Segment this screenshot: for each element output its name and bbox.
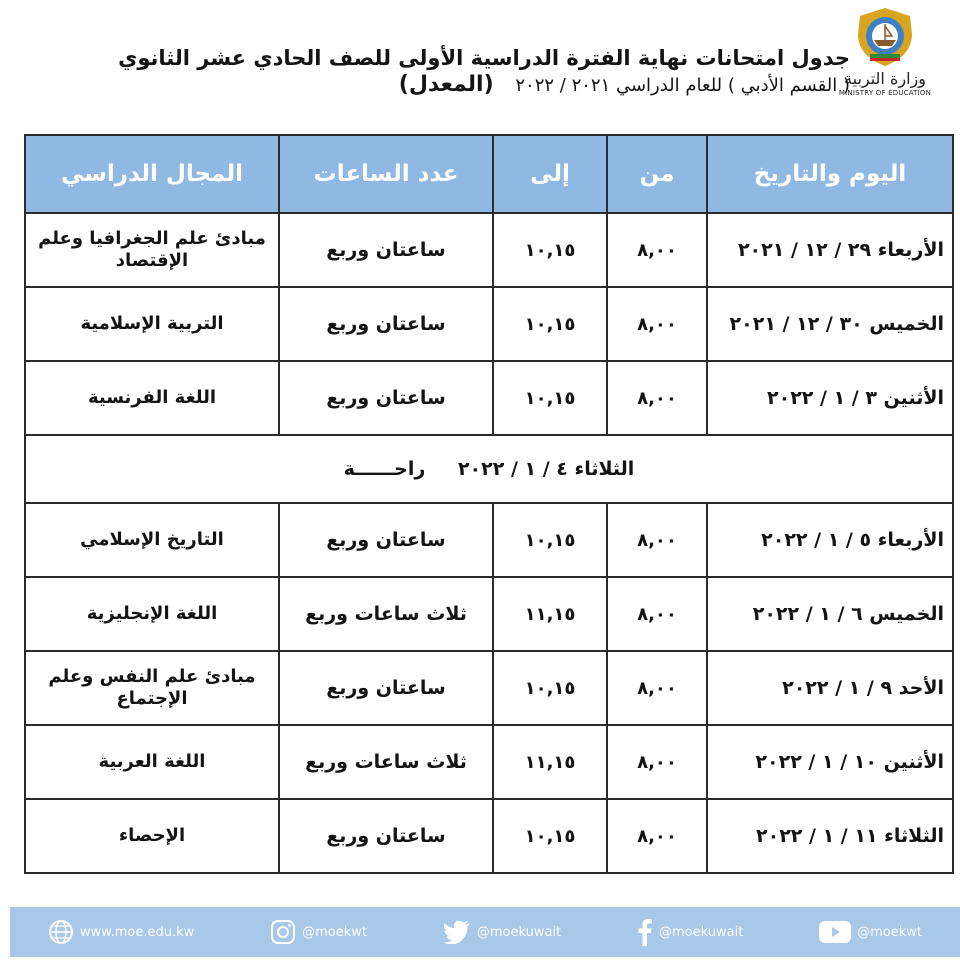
cell-day: الخميس ٦ / ١ / ٢٠٢٢ xyxy=(707,577,953,651)
cell-hours: ثلاث ساعات وربع xyxy=(279,577,493,651)
instagram-text: @moekwt xyxy=(302,924,368,940)
exam-schedule-table xyxy=(24,134,954,874)
cell-subject: الإحصاء xyxy=(25,799,279,873)
facebook-text: @moekuwait xyxy=(659,924,744,940)
cell-subject: اللغة الفرنسية xyxy=(25,361,279,435)
cell-to: ١٠,١٥ xyxy=(493,213,607,287)
cell-hours: ساعتان وربع xyxy=(279,651,493,725)
table-header-row xyxy=(25,135,953,213)
ministry-name-ar: وزارة التربية xyxy=(844,69,926,88)
header-to: إلى xyxy=(493,135,607,213)
cell-to: ١٠,١٥ xyxy=(493,287,607,361)
cell-subject: التربية الإسلامية xyxy=(25,287,279,361)
cell-hours: ساعتان وربع xyxy=(279,799,493,873)
cell-to: ١٠,١٥ xyxy=(493,651,607,725)
rest-day-cell xyxy=(25,435,953,503)
youtube-text: @moekwt xyxy=(857,924,923,940)
cell-to: ١٠,١٥ xyxy=(493,799,607,873)
header-day: اليوم والتاريخ xyxy=(707,135,953,213)
cell-hours: ساعتان وربع xyxy=(279,361,493,435)
rest-day-row xyxy=(25,435,953,503)
header-from: من xyxy=(607,135,707,213)
amended-label: (المعدل) xyxy=(398,72,494,97)
table-row xyxy=(25,503,953,577)
table-row xyxy=(25,361,953,435)
cell-day: الأربعاء ٢٩ / ١٢ / ٢٠٢١ xyxy=(707,213,953,287)
page-title: جدول امتحانات نهاية الفترة الدراسية الأولى للصف الحادي عشر الثانوي xyxy=(118,46,850,70)
twitter-text: @moekuwait xyxy=(476,924,562,940)
page-subtitle xyxy=(70,72,850,99)
kuwait-emblem-icon xyxy=(854,6,916,68)
cell-hours: ثلاث ساعات وربع xyxy=(279,725,493,799)
cell-from: ٨,٠٠ xyxy=(607,651,707,725)
cell-from: ٨,٠٠ xyxy=(607,287,707,361)
website-text: www.moe.edu.kw xyxy=(79,924,195,940)
ministry-name-en: MINISTRY OF EDUCATION xyxy=(838,89,932,97)
table-row xyxy=(25,287,953,361)
cell-hours: ساعتان وربع xyxy=(279,503,493,577)
instagram-link[interactable] xyxy=(270,919,367,945)
table-row xyxy=(25,725,953,799)
globe-icon xyxy=(48,919,74,945)
facebook-icon xyxy=(637,918,653,946)
cell-from: ٨,٠٠ xyxy=(607,503,707,577)
cell-from: ٨,٠٠ xyxy=(607,577,707,651)
cell-subject: اللغة الإنجليزية xyxy=(25,577,279,651)
youtube-icon xyxy=(819,920,851,944)
cell-to: ١٠,١٥ xyxy=(493,503,607,577)
cell-day: الخميس ٣٠ / ١٢ / ٢٠٢١ xyxy=(707,287,953,361)
cell-to: ١١,١٥ xyxy=(493,725,607,799)
table-row xyxy=(25,799,953,873)
table-row xyxy=(25,213,953,287)
cell-day: الأثنين ١٠ / ١ / ٢٠٢٢ xyxy=(707,725,953,799)
youtube-link[interactable] xyxy=(819,920,922,944)
cell-from: ٨,٠٠ xyxy=(607,799,707,873)
header-hours: عدد الساعات xyxy=(279,135,493,213)
header-subject: المجال الدراسي xyxy=(25,135,279,213)
cell-subject: التاريخ الإسلامي xyxy=(25,503,279,577)
cell-day: الأثنين ٣ / ١ / ٢٠٢٢ xyxy=(707,361,953,435)
cell-to: ١٠,١٥ xyxy=(493,361,607,435)
page-header xyxy=(0,0,960,130)
cell-day: الأحد ٩ / ١ / ٢٠٢٢ xyxy=(707,651,953,725)
social-footer xyxy=(10,907,960,957)
cell-hours: ساعتان وربع xyxy=(279,287,493,361)
table-row xyxy=(25,651,953,725)
cell-subject: مبادئ علم النفس وعلم الإجتماع xyxy=(25,651,279,725)
subtitle-text: ( القسم الأدبي ) للعام الدراسي ٢٠٢١ / ٢٠٢٢ xyxy=(515,75,850,96)
cell-from: ٨,٠٠ xyxy=(607,361,707,435)
facebook-link[interactable] xyxy=(637,918,743,946)
cell-day: الأربعاء ٥ / ١ / ٢٠٢٢ xyxy=(707,503,953,577)
twitter-link[interactable] xyxy=(443,920,561,944)
cell-subject: اللغة العربية xyxy=(25,725,279,799)
cell-hours: ساعتان وربع xyxy=(279,213,493,287)
rest-day-label: راحــــــة xyxy=(343,458,426,480)
website-link[interactable] xyxy=(48,919,194,945)
twitter-icon xyxy=(443,920,471,944)
rest-day-date: الثلاثاء ٤ / ١ / ٢٠٢٢ xyxy=(457,458,635,480)
cell-from: ٨,٠٠ xyxy=(607,213,707,287)
instagram-icon xyxy=(270,919,296,945)
title-block xyxy=(70,44,850,99)
table-row xyxy=(25,577,953,651)
cell-to: ١١,١٥ xyxy=(493,577,607,651)
cell-day: الثلاثاء ١١ / ١ / ٢٠٢٢ xyxy=(707,799,953,873)
cell-subject: مبادئ علم الجغرافيا وعلم الإقتصاد xyxy=(25,213,279,287)
cell-from: ٨,٠٠ xyxy=(607,725,707,799)
